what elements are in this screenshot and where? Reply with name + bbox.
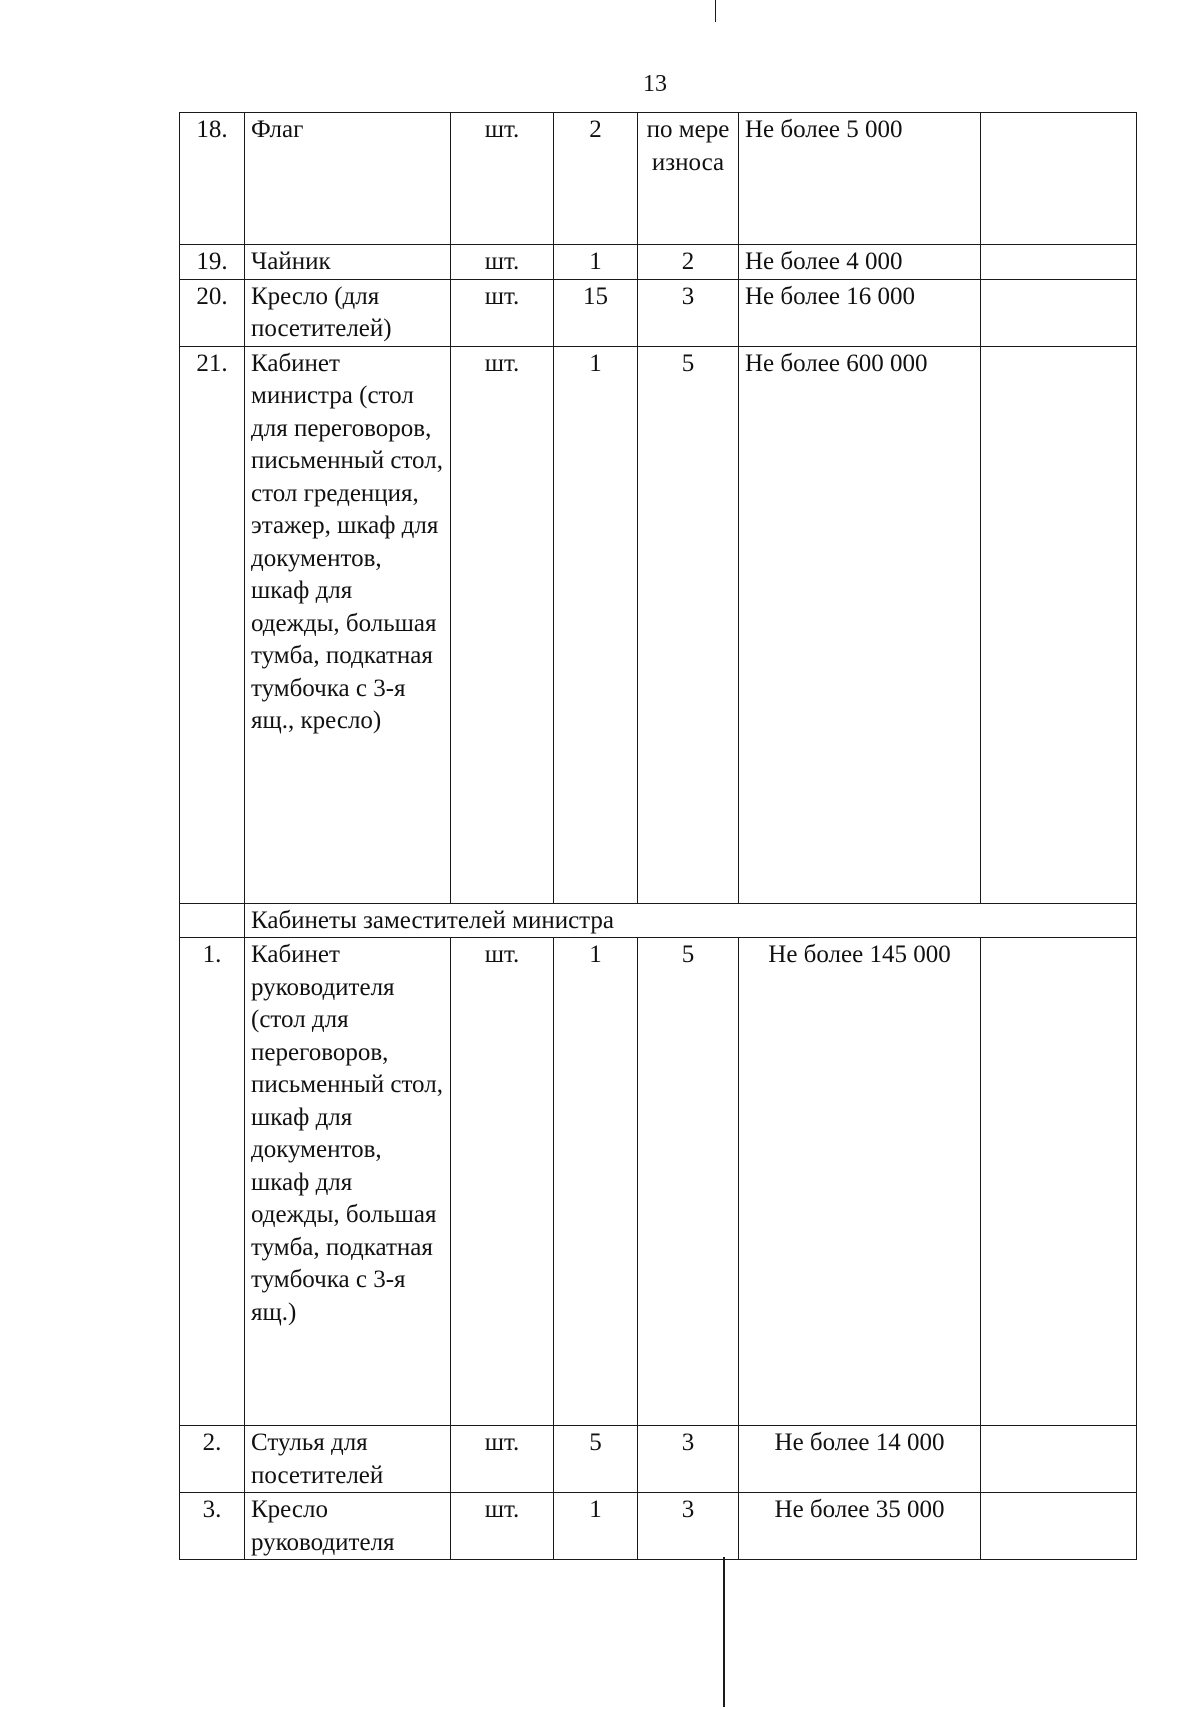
item-name: Кабинет руководителя (стол для переговоров, письменный стол, шкаф для документов, шкаф для одежды, большая тумба, подкатная тумбочка с 3-я ящ.) bbox=[245, 938, 451, 1426]
item-price-limit: Не более 4 000 bbox=[739, 245, 981, 280]
row-number: 1. bbox=[180, 938, 245, 1426]
row-number: 21. bbox=[180, 346, 245, 903]
item-extra-cell bbox=[981, 346, 1137, 903]
item-quantity: 5 bbox=[554, 1426, 638, 1493]
item-service-term: 5 bbox=[638, 938, 739, 1426]
item-price-limit: Не более 600 000 bbox=[739, 346, 981, 903]
item-quantity: 1 bbox=[554, 938, 638, 1426]
item-service-term: 2 bbox=[638, 245, 739, 280]
item-service-term: по мере износа bbox=[638, 113, 739, 245]
item-price-limit: Не более 145 000 bbox=[739, 938, 981, 1426]
row-number: 19. bbox=[180, 245, 245, 280]
row-number: 18. bbox=[180, 113, 245, 245]
table-row bbox=[180, 245, 1137, 280]
item-extra-cell bbox=[981, 938, 1137, 1426]
table-row bbox=[180, 346, 1137, 903]
table-row bbox=[180, 1493, 1137, 1560]
section-header-row bbox=[180, 903, 1137, 938]
item-price-limit: Не более 16 000 bbox=[739, 279, 981, 346]
item-extra-cell bbox=[981, 1426, 1137, 1493]
item-name: Кресло (для посетителей) bbox=[245, 279, 451, 346]
item-unit: шт. bbox=[451, 938, 554, 1426]
item-unit: шт. bbox=[451, 1493, 554, 1560]
scan-artifact-line bbox=[723, 1557, 725, 1707]
item-quantity: 15 bbox=[554, 279, 638, 346]
item-price-limit: Не более 5 000 bbox=[739, 113, 981, 245]
item-extra-cell bbox=[981, 1493, 1137, 1560]
table-row bbox=[180, 938, 1137, 1426]
item-quantity: 2 bbox=[554, 113, 638, 245]
table-row bbox=[180, 1426, 1137, 1493]
section-number-cell bbox=[180, 903, 245, 938]
item-name: Кабинет министра (стол для переговоров, письменный стол, стол греденция, этажер, шкаф для документов, шкаф для одежды, большая тумба, подкатная тумбочка с 3-я ящ., кресло) bbox=[245, 346, 451, 903]
item-extra-cell bbox=[981, 279, 1137, 346]
row-number: 20. bbox=[180, 279, 245, 346]
item-name: Флаг bbox=[245, 113, 451, 245]
item-unit: шт. bbox=[451, 245, 554, 280]
scan-artifact-line bbox=[715, 0, 716, 22]
item-name: Стулья для посетителей bbox=[245, 1426, 451, 1493]
item-unit: шт. bbox=[451, 279, 554, 346]
page-number: 13 bbox=[643, 71, 667, 97]
item-quantity: 1 bbox=[554, 1493, 638, 1560]
section-title: Кабинеты заместителей министра bbox=[245, 903, 1137, 938]
table-row bbox=[180, 113, 1137, 245]
furniture-norms-table bbox=[179, 112, 1137, 1560]
item-quantity: 1 bbox=[554, 245, 638, 280]
item-price-limit: Не более 35 000 bbox=[739, 1493, 981, 1560]
item-extra-cell bbox=[981, 245, 1137, 280]
item-unit: шт. bbox=[451, 113, 554, 245]
item-service-term: 5 bbox=[638, 346, 739, 903]
item-service-term: 3 bbox=[638, 1426, 739, 1493]
item-quantity: 1 bbox=[554, 346, 638, 903]
table-row bbox=[180, 279, 1137, 346]
item-extra-cell bbox=[981, 113, 1137, 245]
row-number: 3. bbox=[180, 1493, 245, 1560]
item-name: Кресло руководителя bbox=[245, 1493, 451, 1560]
item-service-term: 3 bbox=[638, 279, 739, 346]
item-price-limit: Не более 14 000 bbox=[739, 1426, 981, 1493]
item-name: Чайник bbox=[245, 245, 451, 280]
item-service-term: 3 bbox=[638, 1493, 739, 1560]
row-number: 2. bbox=[180, 1426, 245, 1493]
item-unit: шт. bbox=[451, 1426, 554, 1493]
item-unit: шт. bbox=[451, 346, 554, 903]
